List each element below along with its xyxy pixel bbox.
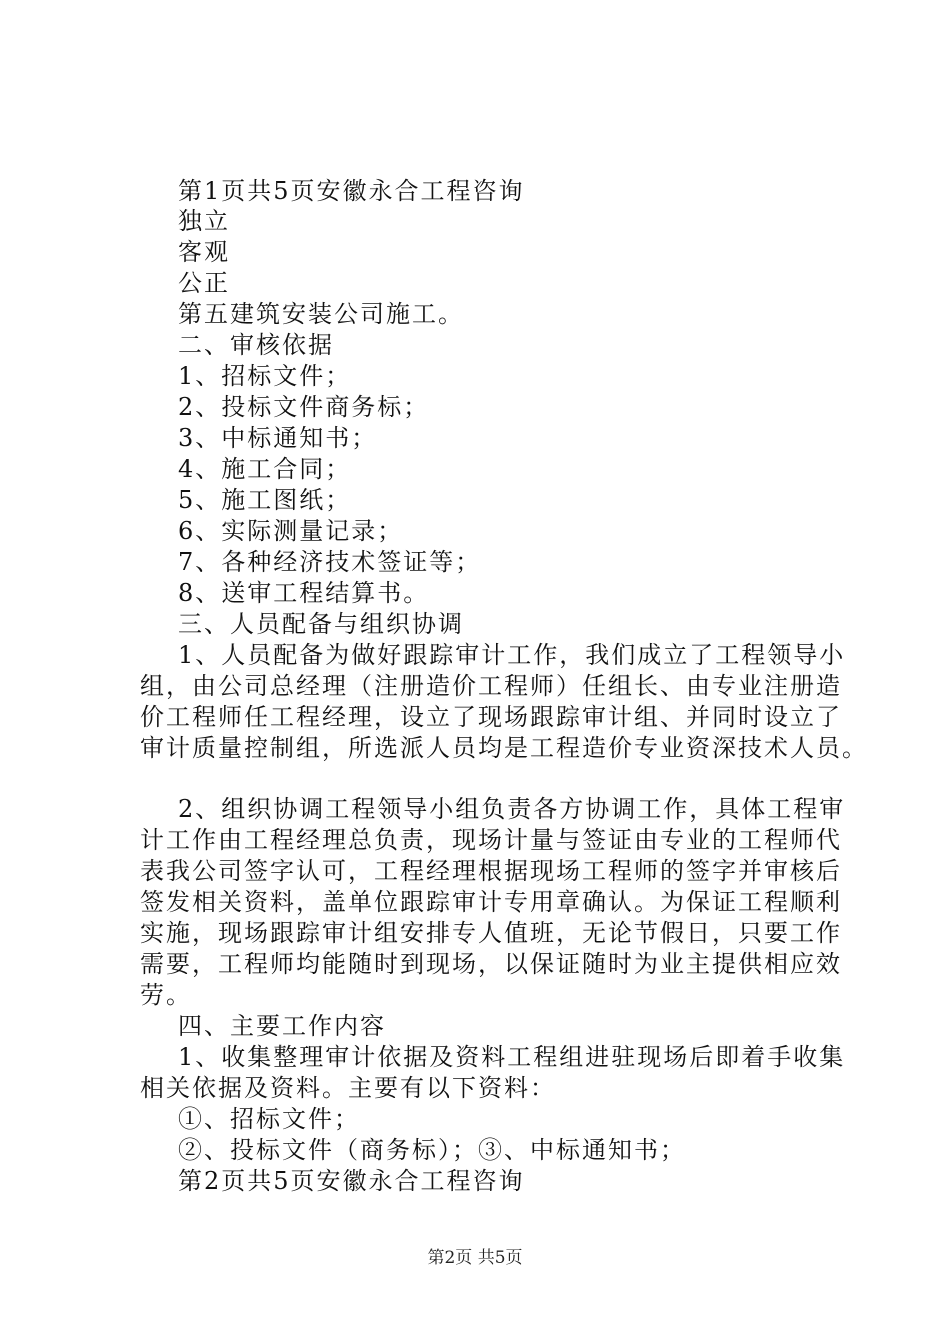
list-item: 8、送审工程结算书。 bbox=[178, 579, 430, 607]
list-item: 7、各种经济技术签证等； bbox=[178, 548, 482, 576]
text-line: 公正 bbox=[178, 269, 230, 297]
list-item: 1、招标文件； bbox=[178, 362, 352, 390]
paragraph-line: 价工程师任工程经理，设立了现场跟踪审计组、并同时设立了 bbox=[140, 703, 842, 731]
text-line: 第五建筑安装公司施工。 bbox=[178, 300, 464, 328]
list-item: ①、招标文件； bbox=[178, 1105, 360, 1133]
paragraph-line: 签发相关资料，盖单位跟踪审计专用章确认。为保证工程顺利 bbox=[140, 888, 842, 916]
list-item: 4、施工合同； bbox=[178, 455, 352, 483]
page-footer: 第2页 共5页 bbox=[427, 1248, 523, 1268]
list-item: 5、施工图纸； bbox=[178, 486, 352, 514]
paragraph-line: 实施，现场跟踪审计组安排专人值班，无论节假日，只要工作 bbox=[140, 919, 842, 947]
section-heading: 三、人员配备与组织协调 bbox=[178, 610, 464, 638]
list-item: 3、中标通知书； bbox=[178, 424, 378, 452]
paragraph-line: 表我公司签字认可，工程经理根据现场工程师的签字并审核后 bbox=[140, 857, 842, 885]
paragraph-line: 组，由公司总经理（注册造价工程师）任组长、由专业注册造 bbox=[140, 672, 842, 700]
section-heading: 二、审核依据 bbox=[178, 331, 334, 359]
running-header: 第2页共5页安徽永合工程咨询 bbox=[178, 1167, 525, 1195]
text-line: 客观 bbox=[178, 238, 230, 266]
list-item: 2、投标文件商务标； bbox=[178, 393, 430, 421]
paragraph-line: 相关依据及资料。主要有以下资料： bbox=[140, 1074, 556, 1102]
paragraph-line: 计工作由工程经理总负责，现场计量与签证由专业的工程师代 bbox=[140, 826, 842, 854]
list-item: 6、实际测量记录； bbox=[178, 517, 404, 545]
paragraph-line: 1、收集整理审计依据及资料工程组进驻现场后即着手收集 bbox=[178, 1043, 846, 1071]
running-header: 第1页共5页安徽永合工程咨询 bbox=[178, 177, 525, 205]
text-line: 独立 bbox=[178, 207, 230, 235]
paragraph-line: 审计质量控制组，所选派人员均是工程造价专业资深技术人员。 bbox=[140, 734, 868, 762]
paragraph-line: 2、组织协调工程领导小组负责各方协调工作，具体工程审 bbox=[178, 795, 846, 823]
paragraph-line: 1、人员配备为做好跟踪审计工作，我们成立了工程领导小 bbox=[178, 641, 846, 669]
paragraph-line: 劳。 bbox=[140, 981, 192, 1009]
paragraph-line: 需要，工程师均能随时到现场，以保证随时为业主提供相应效 bbox=[140, 950, 842, 978]
list-item: ②、投标文件（商务标）；③、中标通知书； bbox=[178, 1136, 686, 1164]
section-heading: 四、主要工作内容 bbox=[178, 1012, 386, 1040]
